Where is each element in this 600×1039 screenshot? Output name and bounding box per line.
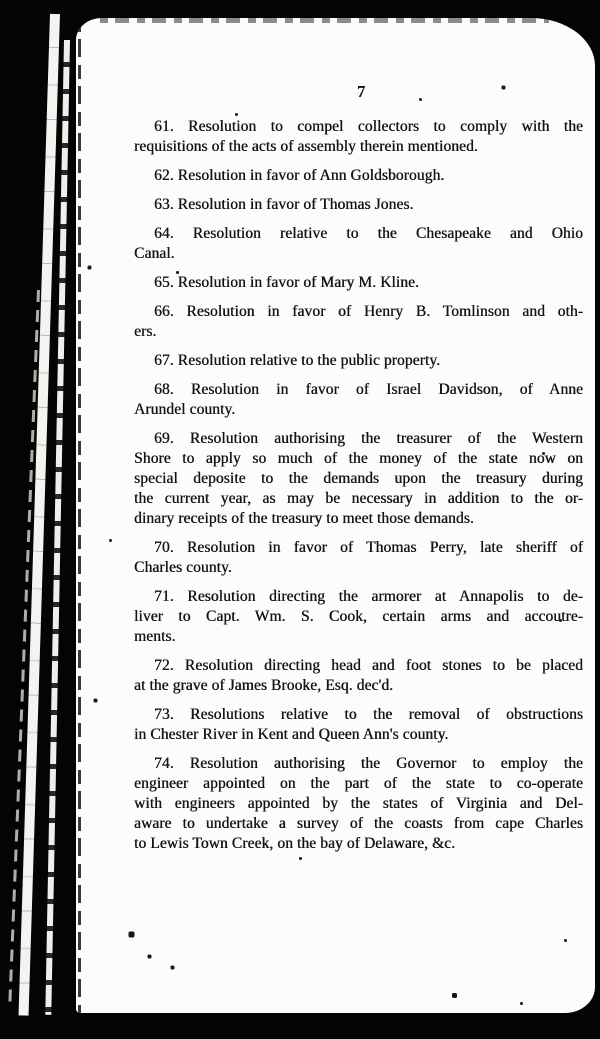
resolution-entry-68 bbox=[134, 380, 583, 420]
text-line: requisitions of the acts of assembly therein mentioned. bbox=[134, 138, 478, 155]
text-line: 64. Resolution relative to the Chesapeake and Ohio bbox=[154, 225, 583, 242]
text-line: 70. Resolution in favor of Thomas Perry, late sheriff of bbox=[154, 539, 583, 556]
text-line: 67. Resolution relative to the public property. bbox=[154, 352, 441, 369]
text-line: liver to Capt. Wm. S. Cook, certain arms and accoutre- bbox=[134, 608, 583, 625]
text-line: Arundel county. bbox=[134, 401, 236, 418]
text-line: 69. Resolution authorising the treasurer of the Western bbox=[154, 430, 583, 447]
resolution-entry-74 bbox=[134, 754, 583, 854]
text-line: in Chester River in Kent and Queen Ann's county. bbox=[134, 726, 449, 743]
text-line: 63. Resolution in favor of Thomas Jones. bbox=[154, 196, 414, 213]
text-line: Canal. bbox=[134, 245, 175, 262]
page-number: 7 bbox=[357, 82, 366, 101]
text-line: engineer appointed on the part of the state to co-operate bbox=[134, 775, 583, 792]
resolution-entry-70 bbox=[134, 538, 583, 578]
text-line: Charles county. bbox=[134, 559, 232, 576]
scan-noise-specks bbox=[0, 0, 1, 1]
resolution-entry-67 bbox=[134, 351, 583, 371]
resolution-entry-72 bbox=[134, 656, 583, 696]
resolution-entry-65 bbox=[134, 273, 583, 293]
text-line: Shore to apply so much of the money of the state now on bbox=[134, 450, 583, 467]
text-line: 68. Resolution in favor of Israel Davidson, of Anne bbox=[154, 381, 583, 398]
resolution-entry-64 bbox=[134, 224, 583, 264]
text-line: 61. Resolution to compel collectors to comply with the bbox=[154, 118, 583, 135]
text-line: 62. Resolution in favor of Ann Goldsborough. bbox=[154, 167, 445, 184]
text-line: 66. Resolution in favor of Henry B. Tomlinson and oth- bbox=[154, 303, 583, 320]
text-line: 65. Resolution in favor of Mary M. Kline. bbox=[154, 274, 419, 291]
page-crease-line bbox=[78, 18, 81, 1013]
text-line: dinary receipts of the treasury to meet those demands. bbox=[134, 510, 474, 527]
text-line: to Lewis Town Creek, on the bay of Delaware, &c. bbox=[134, 835, 456, 852]
text-line: with engineers appointed by the states of Virginia and Del- bbox=[134, 795, 583, 812]
text-line: ers. bbox=[134, 323, 157, 340]
resolution-entry-61 bbox=[134, 117, 583, 157]
text-line: aware to undertake a survey of the coasts from cape Charles bbox=[134, 815, 583, 832]
resolution-entry-73 bbox=[134, 705, 583, 745]
text-line: 74. Resolution authorising the Governor to employ the bbox=[154, 755, 583, 772]
resolution-entry-63 bbox=[134, 195, 583, 215]
resolution-entry-66 bbox=[134, 302, 583, 342]
text-line: 73. Resolutions relative to the removal of obstructions bbox=[154, 706, 583, 723]
text-line: 71. Resolution directing the armorer at Annapolis to de- bbox=[154, 588, 583, 605]
text-line: ments. bbox=[134, 628, 176, 645]
resolution-entry-69 bbox=[134, 429, 583, 529]
page bbox=[76, 18, 595, 1013]
text-line: 72. Resolution directing head and foot stones to be placed bbox=[154, 657, 583, 674]
text-line: at the grave of James Brooke, Esq. dec'd. bbox=[134, 677, 394, 694]
text-line: special deposite to the demands upon the treasury during bbox=[134, 470, 583, 487]
text-line: the current year, as may be necessary in addition to the or- bbox=[134, 490, 583, 507]
resolution-entry-71 bbox=[134, 587, 583, 647]
resolution-list bbox=[134, 117, 583, 863]
resolution-entry-62 bbox=[134, 166, 583, 186]
